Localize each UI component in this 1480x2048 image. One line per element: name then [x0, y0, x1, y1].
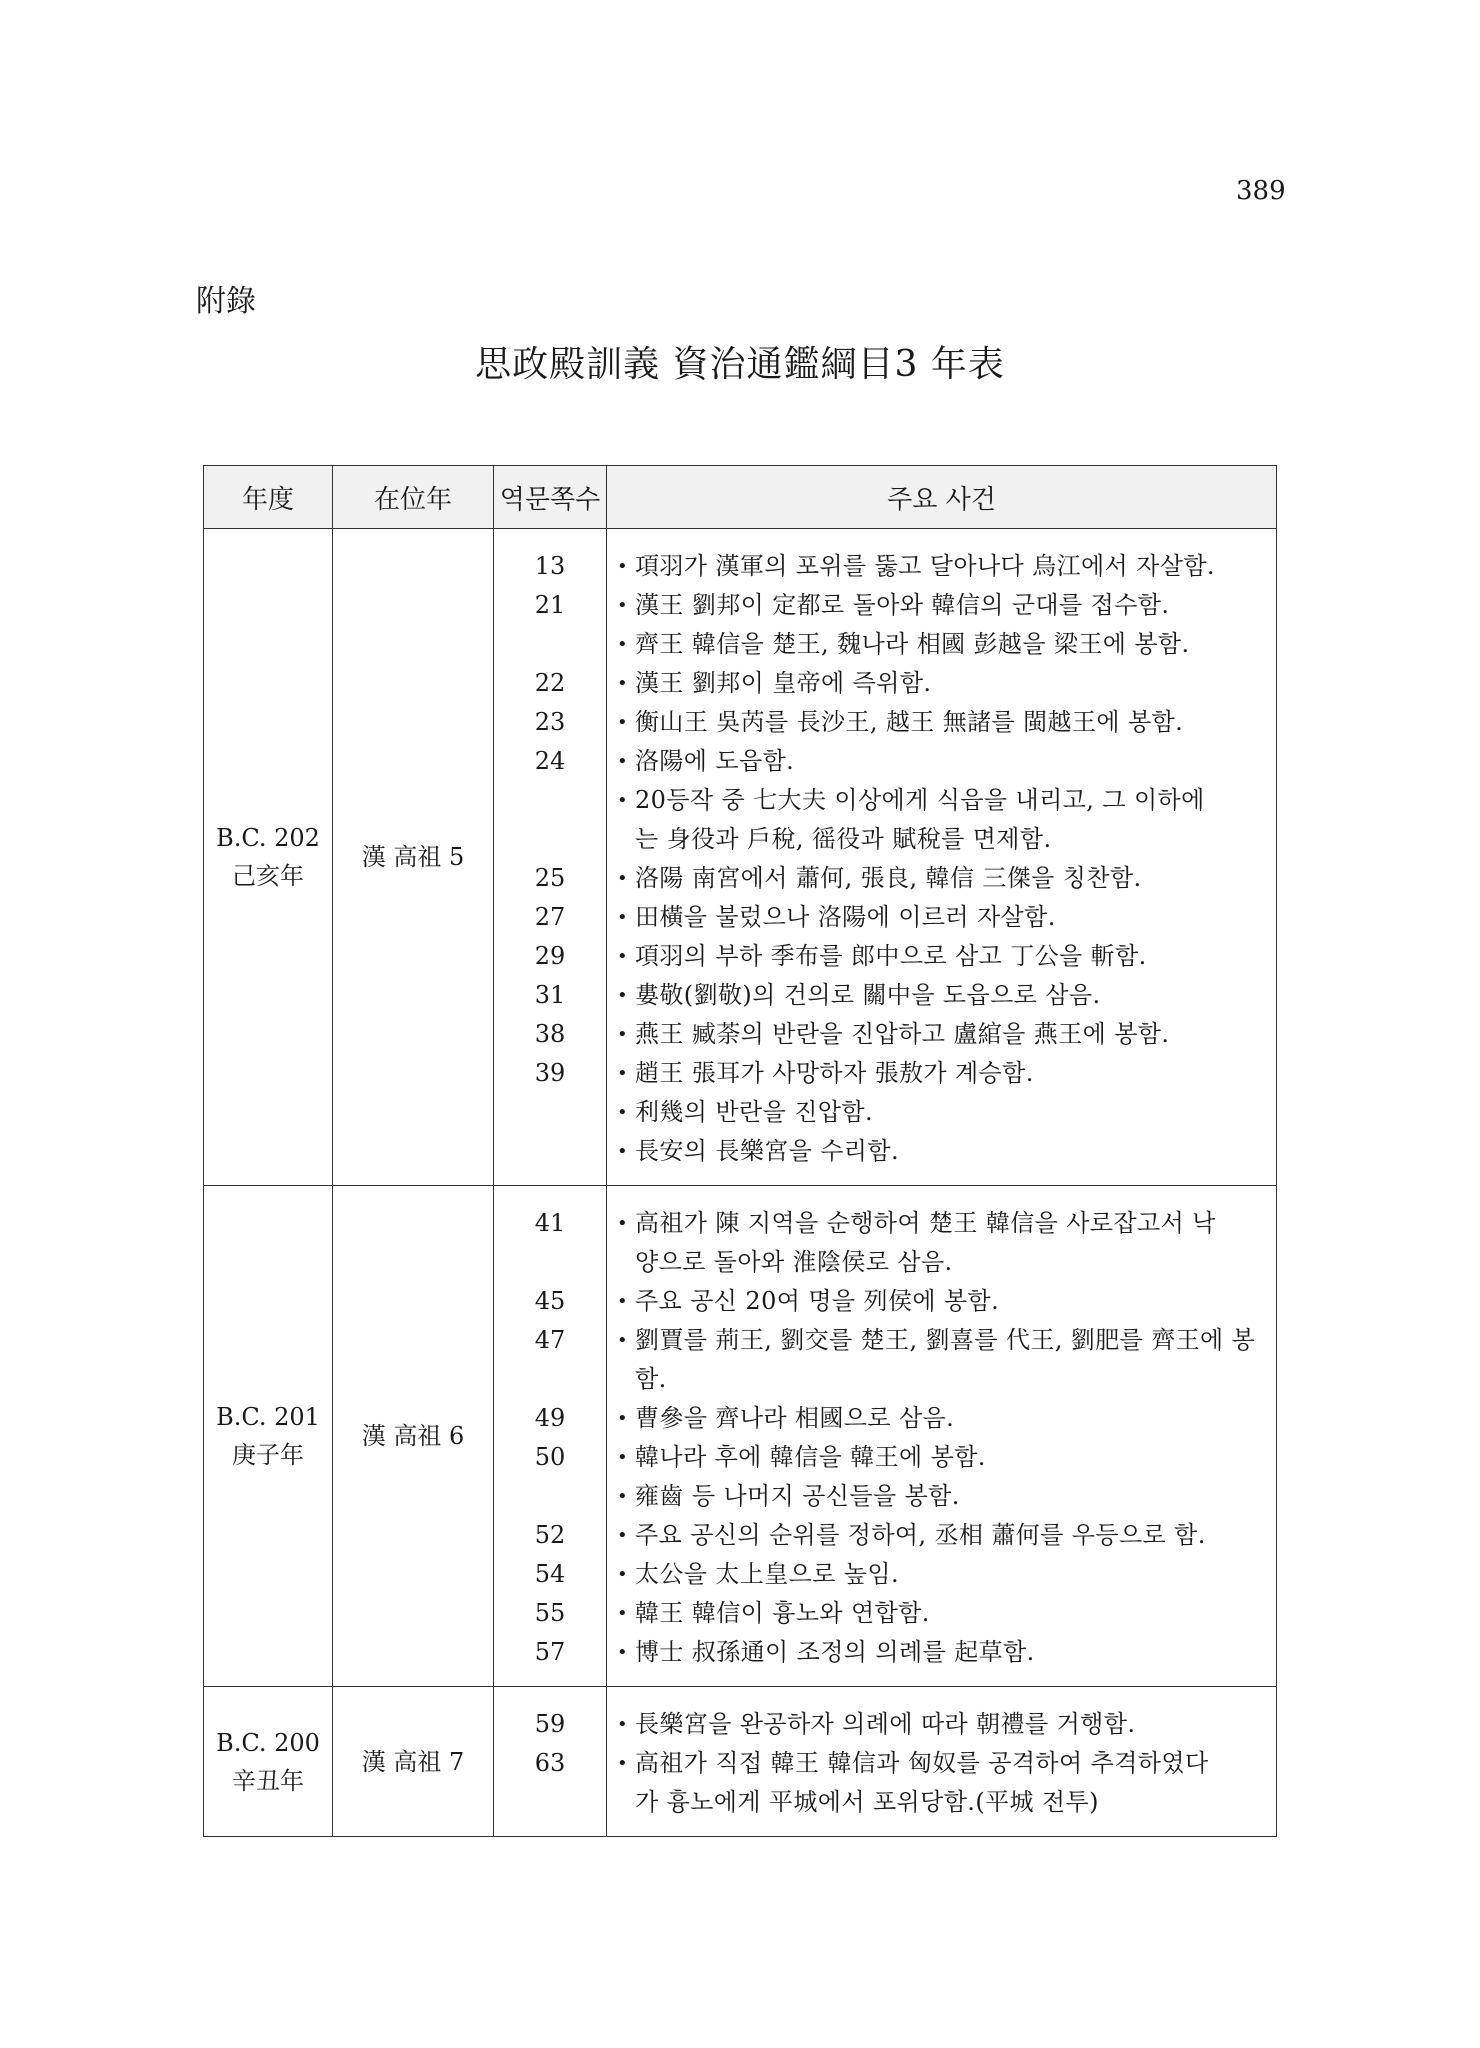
reign-cell: 漢 高祖 5 — [333, 529, 494, 1186]
event-text: 燕王 臧荼의 반란을 진압하고 盧綰을 燕王에 봉함. — [635, 1020, 1170, 1048]
event-text: 漢王 劉邦이 皇帝에 즉위함. — [635, 669, 932, 697]
bullet-icon: • — [617, 1102, 629, 1123]
bullet-icon: • — [617, 595, 629, 616]
event-text: 太公을 太上皇으로 높임. — [635, 1560, 900, 1588]
pages-cell — [494, 1186, 607, 1687]
page-ref — [494, 1783, 606, 1822]
page-ref: 25 — [534, 864, 566, 892]
event-text: 婁敬(劉敬)의 건의로 關中을 도읍으로 삼음. — [635, 981, 1101, 1009]
bullet-icon: • — [617, 751, 629, 772]
bullet-icon: • — [617, 907, 629, 928]
event-item — [607, 1555, 1276, 1594]
page-ref: 47 — [534, 1326, 566, 1354]
event-item — [607, 625, 1276, 664]
event-item — [607, 1321, 1276, 1360]
page-ref — [494, 820, 606, 859]
bullet-icon: • — [617, 1525, 629, 1546]
event-item — [607, 1282, 1276, 1321]
event-text: 가 흉노에게 平城에서 포위당함.(平城 전투) — [635, 1788, 1099, 1816]
events-cell — [607, 529, 1277, 1186]
event-item — [607, 1132, 1276, 1171]
event-item — [607, 1438, 1276, 1477]
event-item — [607, 820, 1276, 859]
event-item — [607, 937, 1276, 976]
bullet-icon: • — [617, 1564, 629, 1585]
page-ref: 59 — [534, 1710, 566, 1738]
bullet-icon: • — [617, 634, 629, 655]
bullet-icon: • — [617, 868, 629, 889]
event-item — [607, 1093, 1276, 1132]
bullet-icon: • — [617, 1408, 629, 1429]
year-bc: B.C. 201 — [216, 1403, 320, 1431]
page-ref: 50 — [534, 1443, 566, 1471]
year-cell — [204, 1687, 333, 1837]
bullet-icon: • — [617, 790, 629, 811]
event-item — [607, 547, 1276, 586]
event-item — [607, 742, 1276, 781]
event-item — [607, 1705, 1276, 1744]
year-bc: B.C. 200 — [216, 1728, 320, 1757]
year-ganzhi: 庚子年 — [232, 1441, 304, 1469]
event-item — [607, 1744, 1276, 1783]
event-text: 長安의 長樂宮을 수리함. — [635, 1137, 900, 1165]
event-text: 項羽의 부하 季布를 郎中으로 삼고 丁公을 斬함. — [635, 942, 1147, 970]
bullet-icon: • — [617, 673, 629, 694]
year-cell — [204, 1186, 333, 1687]
bullet-icon: • — [617, 1714, 629, 1735]
bullet-icon: • — [617, 1603, 629, 1624]
page-ref: 21 — [534, 591, 566, 619]
bullet-icon: • — [617, 1141, 629, 1162]
event-text: 洛陽에 도읍함. — [635, 747, 795, 775]
header-year: 年度 — [204, 466, 333, 529]
page-title: 思政殿訓義 資治通鑑綱目3 年表 — [475, 344, 1005, 385]
event-text: 衡山王 吳芮를 長沙王, 越王 無諸를 閩越王에 봉함. — [635, 708, 1184, 736]
event-item — [607, 1783, 1276, 1822]
header-page: 역문쪽수 — [494, 466, 607, 529]
events-cell — [607, 1186, 1277, 1687]
page-ref — [494, 1360, 606, 1399]
page-ref: 23 — [534, 708, 566, 736]
bullet-icon: • — [617, 1447, 629, 1468]
page-ref — [494, 781, 606, 820]
header-reign-year: 在位年 — [333, 466, 494, 529]
event-item — [607, 703, 1276, 742]
event-item — [607, 664, 1276, 703]
events-cell — [607, 1687, 1277, 1837]
event-item — [607, 586, 1276, 625]
page-ref — [494, 625, 606, 664]
event-text: 양으로 돌아와 淮陰侯로 삼음. — [635, 1248, 953, 1276]
reign-cell: 漢 高祖 7 — [333, 1687, 494, 1837]
event-item — [607, 976, 1276, 1015]
event-text: 주요 공신 20여 명을 列侯에 봉함. — [635, 1287, 1000, 1315]
event-text: 20등작 중 七大夫 이상에게 식읍을 내리고, 그 이하에 — [635, 786, 1205, 814]
event-text: 韓나라 후에 韓信을 韓王에 봉함. — [635, 1443, 986, 1471]
page-ref: 54 — [534, 1560, 566, 1588]
bullet-icon: • — [617, 1330, 629, 1351]
page-ref: 52 — [534, 1521, 566, 1549]
page-ref — [494, 1243, 606, 1282]
event-text: 주요 공신의 순위를 정하여, 丞相 蕭何를 우등으로 함. — [635, 1521, 1206, 1549]
event-text: 洛陽 南宮에서 蕭何, 張良, 韓信 三傑을 칭찬함. — [635, 864, 1142, 892]
event-item — [607, 1054, 1276, 1093]
page-ref — [494, 1477, 606, 1516]
event-item — [607, 859, 1276, 898]
page-ref — [494, 1093, 606, 1132]
event-text: 劉賈를 荊王, 劉交를 楚王, 劉喜를 代王, 劉肥를 齊王에 봉 — [635, 1326, 1256, 1354]
event-text: 田橫을 불렀으나 洛陽에 이르러 자살함. — [635, 903, 1056, 931]
header-events: 주요 사건 — [607, 466, 1277, 529]
page-ref: 22 — [534, 669, 566, 697]
bullet-icon: • — [617, 712, 629, 733]
event-text: 高祖가 직접 韓王 韓信과 匈奴를 공격하여 추격하였다 — [635, 1749, 1209, 1777]
event-item — [607, 781, 1276, 820]
page-ref: 55 — [534, 1599, 566, 1627]
event-text: 利幾의 반란을 진압함. — [635, 1098, 873, 1126]
event-text: 는 身役과 戶稅, 徭役과 賦稅를 면제함. — [635, 825, 1052, 853]
appendix-label: 附錄 — [196, 284, 256, 319]
reign-cell: 漢 高祖 6 — [333, 1186, 494, 1687]
pages-cell — [494, 1687, 607, 1837]
bullet-icon: • — [617, 1213, 629, 1234]
bullet-icon: • — [617, 1753, 629, 1774]
bullet-icon: • — [617, 1642, 629, 1663]
bullet-icon: • — [617, 1063, 629, 1084]
bullet-icon: • — [617, 1024, 629, 1045]
bullet-icon: • — [617, 946, 629, 967]
year-cell — [204, 529, 333, 1186]
event-item — [607, 898, 1276, 937]
bullet-icon: • — [617, 1291, 629, 1312]
table-row — [204, 1186, 1277, 1687]
page-ref: 39 — [534, 1059, 566, 1087]
event-text: 함. — [635, 1365, 667, 1393]
event-text: 齊王 韓信을 楚王, 魏나라 相國 彭越을 梁王에 봉함. — [635, 630, 1190, 658]
event-text: 高祖가 陳 지역을 순행하여 楚王 韓信을 사로잡고서 낙 — [635, 1209, 1216, 1237]
event-item — [607, 1594, 1276, 1633]
bullet-icon: • — [617, 1486, 629, 1507]
event-item — [607, 1477, 1276, 1516]
year-ganzhi: 己亥年 — [232, 862, 304, 890]
page-ref: 13 — [534, 552, 566, 580]
event-item — [607, 1360, 1276, 1399]
event-text: 趙王 張耳가 사망하자 張敖가 계승함. — [635, 1059, 1034, 1087]
event-item — [607, 1243, 1276, 1282]
pages-cell — [494, 529, 607, 1186]
event-item — [607, 1015, 1276, 1054]
page-ref: 29 — [534, 942, 566, 970]
table-header-row — [204, 466, 1277, 529]
event-text: 曹參을 齊나라 相國으로 삼음. — [635, 1404, 955, 1432]
page-number: 389 — [1236, 176, 1286, 206]
event-text: 雍齒 등 나머지 공신들을 봉함. — [635, 1482, 960, 1510]
page-ref: 24 — [534, 747, 566, 775]
event-item — [607, 1516, 1276, 1555]
chronology-table — [203, 465, 1277, 1837]
page-ref: 45 — [534, 1287, 566, 1315]
table-row — [204, 529, 1277, 1186]
event-text: 漢王 劉邦이 定都로 돌아와 韓信의 군대를 접수함. — [635, 591, 1170, 619]
table-row — [204, 1687, 1277, 1837]
page-ref — [494, 1132, 606, 1171]
page-ref: 57 — [534, 1638, 566, 1666]
event-item — [607, 1399, 1276, 1438]
event-text: 項羽가 漢軍의 포위를 뚫고 달아나다 烏江에서 자살함. — [635, 552, 1215, 580]
page-ref: 41 — [534, 1209, 566, 1237]
event-text: 博士 叔孫通이 조정의 의례를 起草함. — [635, 1638, 1035, 1666]
event-text: 長樂宮을 완공하자 의례에 따라 朝禮를 거행함. — [635, 1710, 1136, 1738]
event-text: 韓王 韓信이 흉노와 연합함. — [635, 1599, 930, 1627]
page-ref: 31 — [534, 981, 566, 1009]
page-ref: 63 — [534, 1749, 566, 1777]
page-ref: 27 — [534, 903, 566, 931]
event-item — [607, 1204, 1276, 1243]
bullet-icon: • — [617, 556, 629, 577]
page-ref: 38 — [534, 1020, 566, 1048]
bullet-icon: • — [617, 985, 629, 1006]
page-ref: 49 — [534, 1404, 566, 1432]
year-bc: B.C. 202 — [216, 824, 320, 852]
event-item — [607, 1633, 1276, 1672]
year-ganzhi: 辛丑年 — [232, 1766, 304, 1795]
